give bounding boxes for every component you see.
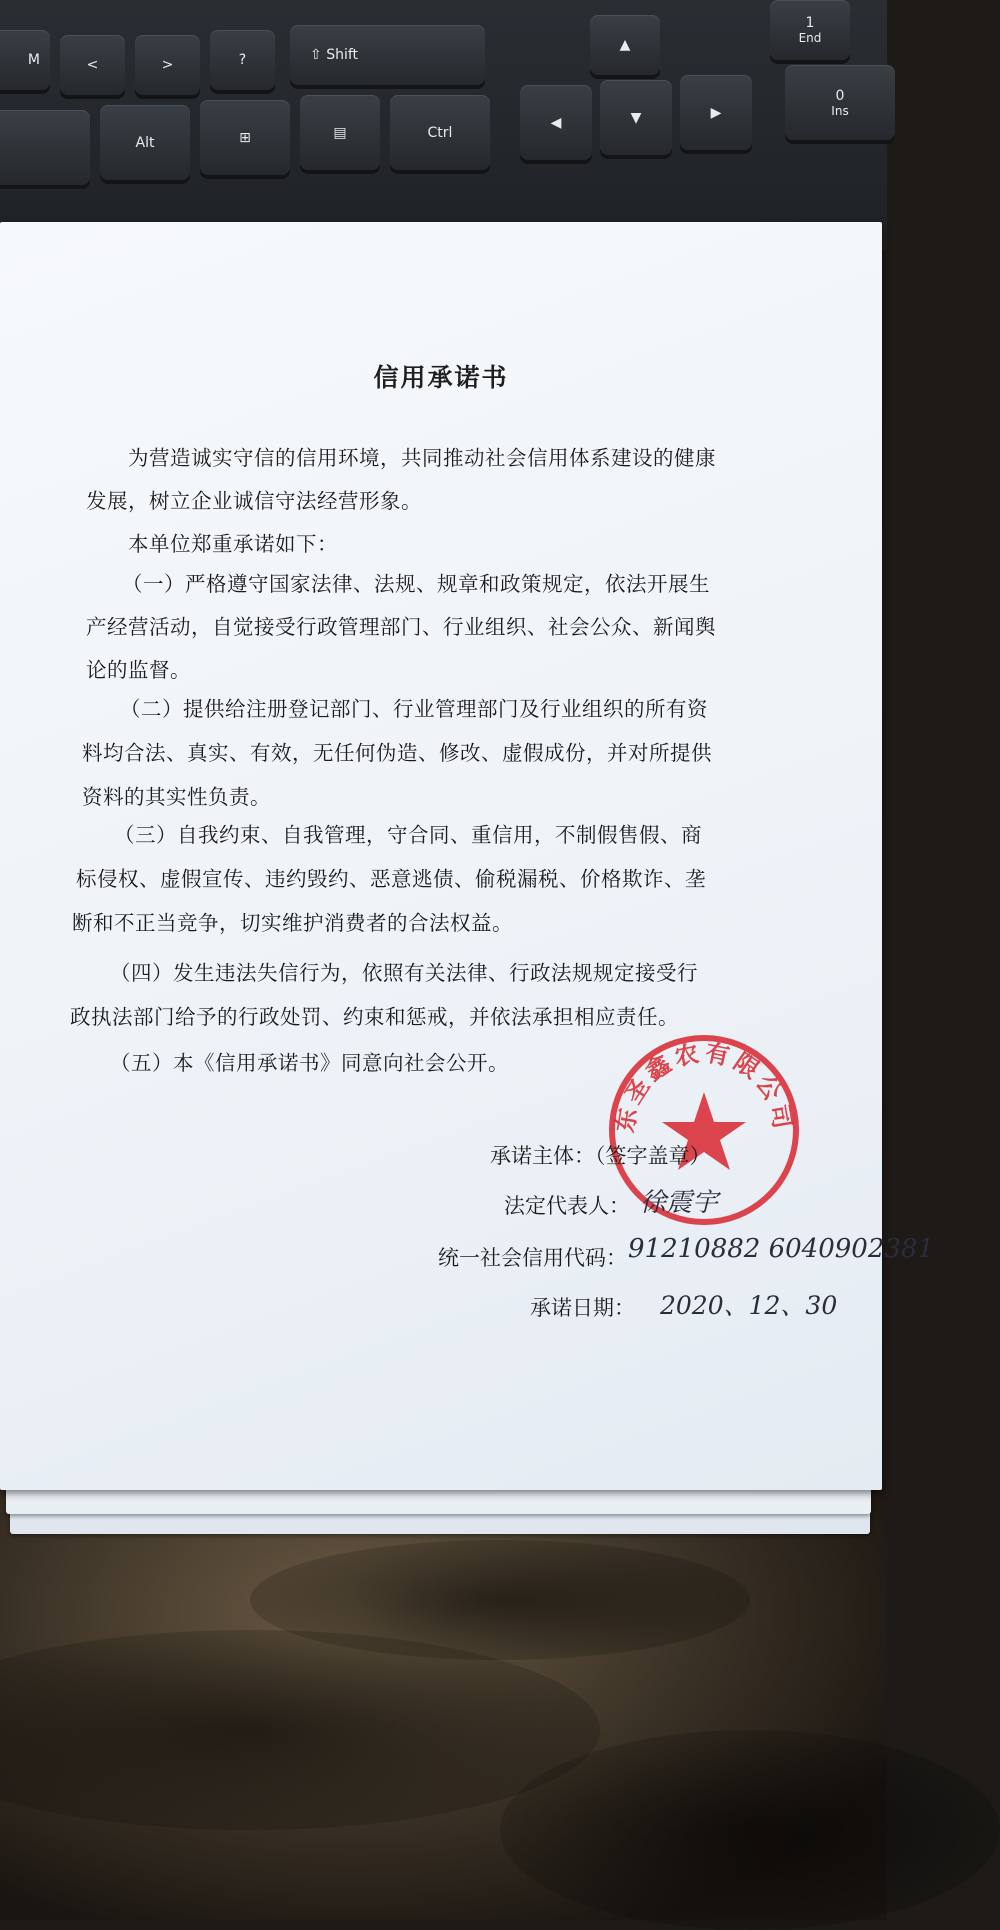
item-2-line-1: （二）提供给注册登记部门、行业管理部门及行业组织的所有资 [120,697,708,721]
item-3-line-3: 断和不正当竞争，切实维护消费者的合法权益。 [72,911,513,935]
menu-key: ▤ [300,95,380,170]
commitment-date-value: 2020、12、30 [660,1291,838,1320]
commitment-date-label: 承诺日期： [530,1296,635,1320]
item-2-line-3: 资料的其实性负责。 [82,785,271,809]
key-slash: ? [210,30,275,90]
key-m: M [0,30,50,90]
key-alt: Alt [100,105,190,180]
key-shift: ⇧ Shift [290,25,485,85]
key-comma: < [60,35,125,95]
item-5-line-1: （五）本《信用承诺书》同意向社会公开。 [110,1051,509,1075]
intro-paragraph-line-1: 为营造诚实守信的信用环境，共同推动社会信用体系建设的健康 [128,446,716,470]
credit-code-value: 91210882 6040902381 [628,1234,935,1264]
pledge-intro: 本单位郑重承诺如下： [128,532,338,556]
key-ins: 0 Ins [785,65,895,140]
item-1-line-1: （一）严格遵守国家法律、法规、规章和政策规定，依法开展生 [122,572,710,596]
key-up: ▲ [590,15,660,75]
item-1-line-3: 论的监督。 [86,658,191,682]
key-fn-left [0,110,90,185]
item-3-line-2: 标侵权、虚假宣传、违约毁约、恶意逃债、偷税漏税、价格欺诈、垄 [76,867,706,891]
windows-key: ⊞ [200,100,290,175]
credit-code-label: 统一社会信用代码： [438,1246,627,1270]
key-end: 1 End [770,0,850,60]
key-left: ◀ [520,85,592,160]
key-period: > [135,35,200,95]
seal-text: 东圣鑫农有限公司 [610,1038,798,1135]
item-2-line-2: 料均合法、真实、有效，无任何伪造、修改、虚假成份，并对所提供 [82,741,712,765]
legal-representative-signature: 徐震宇 [640,1188,719,1218]
key-right: ▶ [680,75,752,150]
key-ctrl: Ctrl [390,95,490,170]
item-4-line-2: 政执法部门给予的行政处罚、约束和惩戒，并依法承担相应责任。 [70,1005,679,1029]
legal-representative-label: 法定代表人： [504,1194,630,1218]
commitment-subject-label: 承诺主体：（签字盖章） [490,1144,711,1168]
item-1-line-2: 产经营活动，自觉接受行政管理部门、行业组织、社会公众、新闻舆 [86,615,716,639]
key-down: ▼ [600,80,672,155]
item-4-line-1: （四）发生违法失信行为，依照有关法律、行政法规规定接受行 [110,961,698,985]
keyboard [0,0,887,250]
intro-paragraph-line-2: 发展，树立企业诚信守法经营形象。 [86,489,422,513]
document-title: 信用承诺书 [373,363,509,392]
cloth-background [0,1480,887,1920]
item-3-line-1: （三）自我约束、自我管理，守合同、重信用，不制假售假、商 [114,823,702,847]
